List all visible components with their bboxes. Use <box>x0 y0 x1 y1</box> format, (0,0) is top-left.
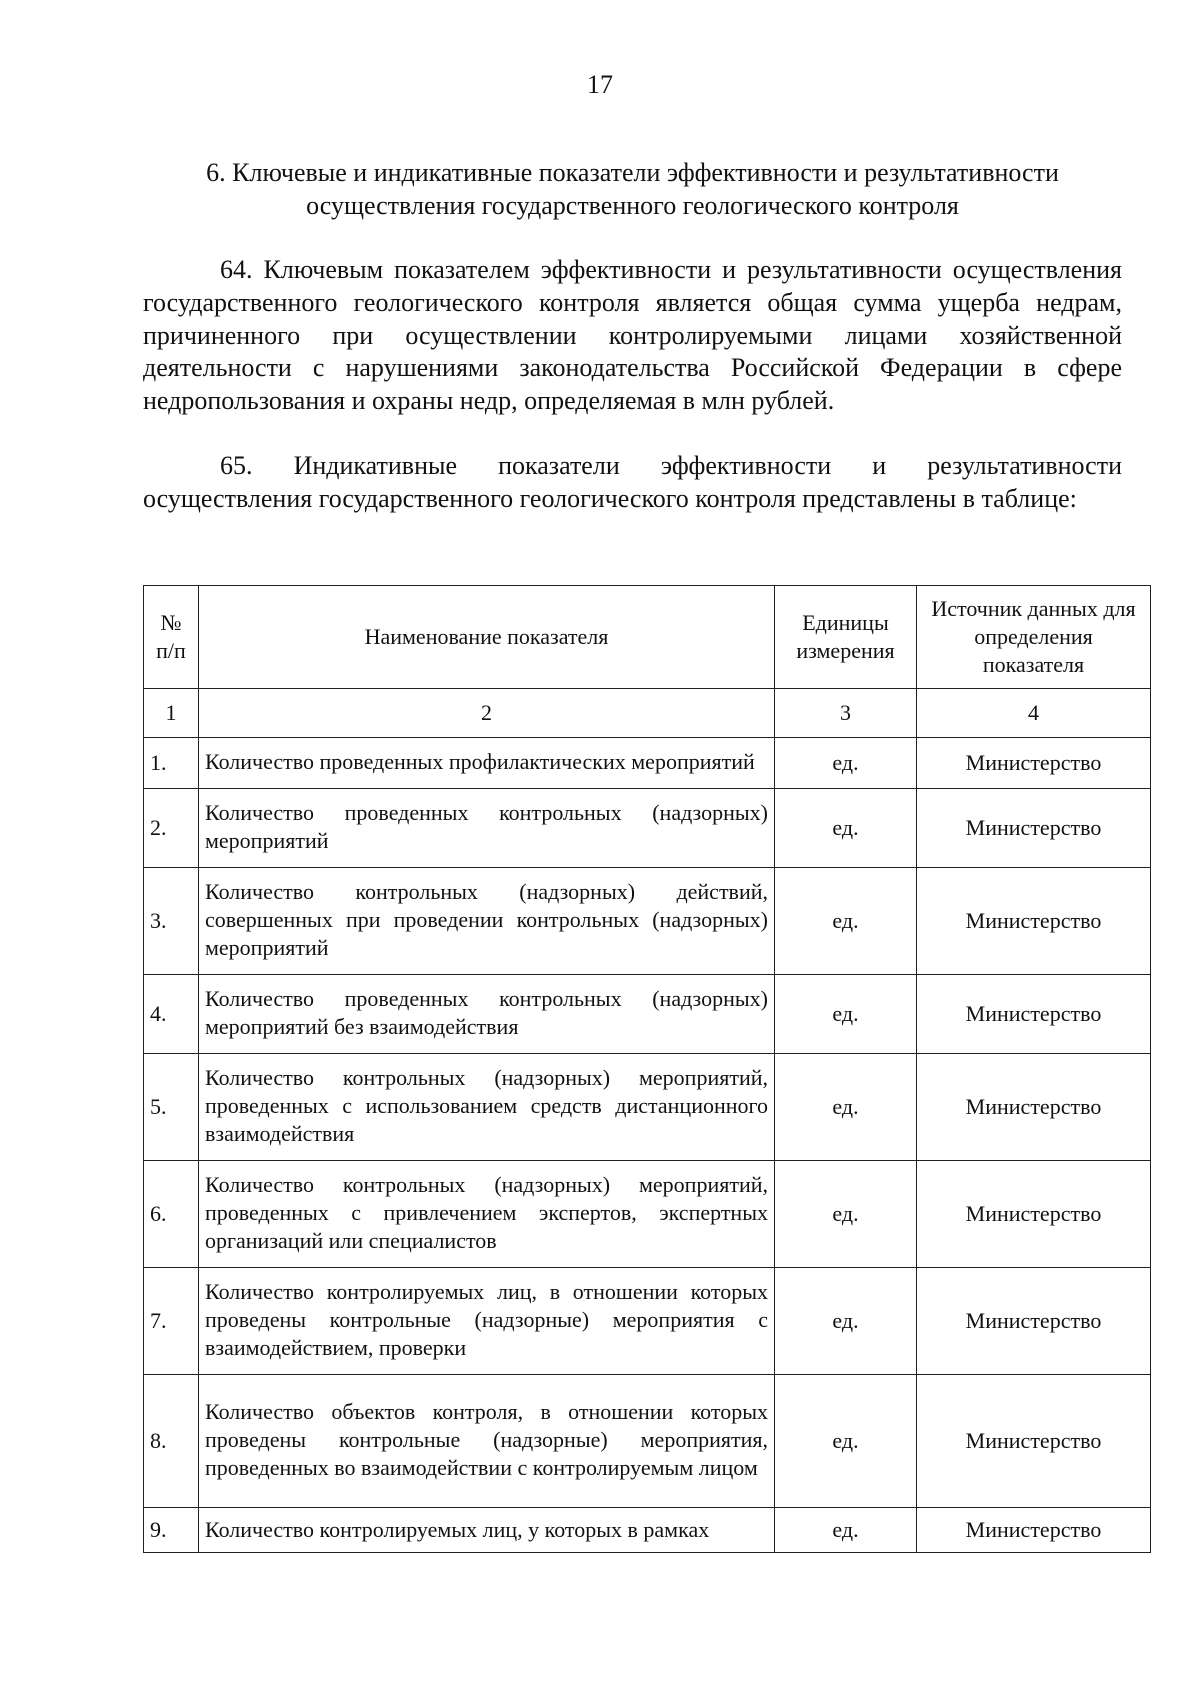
table-row <box>144 1054 1151 1161</box>
row-name: Количество контрольных (надзорных) мероприятий, проведенных с привлечением экспертов, экспертных организаций или специалистов <box>199 1161 775 1268</box>
row-num: 4. <box>144 975 199 1054</box>
row-source: Министерство <box>917 738 1151 789</box>
row-unit: ед. <box>775 975 917 1054</box>
row-source: Министерство <box>917 1508 1151 1553</box>
page-number: 17 <box>587 70 613 99</box>
row-name: Количество проведенных профилактических мероприятий <box>199 738 775 789</box>
column-number-row <box>144 689 1151 738</box>
row-unit: ед. <box>775 1054 917 1161</box>
row-num: 3. <box>144 868 199 975</box>
row-name: Количество проведенных контрольных (надзорных) мероприятий без взаимодействия <box>199 975 775 1054</box>
row-source: Министерство <box>917 1268 1151 1375</box>
paragraph-65: 65. Индикативные показатели эффективности и результативности осуществления государственного геологического контроля представлены в таблице: <box>143 451 1122 513</box>
column-number: 4 <box>917 689 1151 738</box>
column-number: 3 <box>775 689 917 738</box>
row-unit: ед. <box>775 1508 917 1553</box>
section-heading <box>140 156 1125 222</box>
row-unit: ед. <box>775 789 917 868</box>
header-num: № п/п <box>144 586 199 689</box>
row-source: Министерство <box>917 789 1151 868</box>
table-row <box>144 789 1151 868</box>
row-num: 8. <box>144 1375 199 1508</box>
header-name: Наименование показателя <box>199 586 775 689</box>
row-num: 5. <box>144 1054 199 1161</box>
row-unit: ед. <box>775 1268 917 1375</box>
row-num: 2. <box>144 789 199 868</box>
row-source: Министерство <box>917 975 1151 1054</box>
row-unit: ед. <box>775 1161 917 1268</box>
row-unit: ед. <box>775 1375 917 1508</box>
table-row <box>144 1375 1151 1508</box>
row-num: 7. <box>144 1268 199 1375</box>
table-row <box>144 868 1151 975</box>
section-heading-line-1: 6. Ключевые и индикативные показатели эффективности и результативности <box>206 158 1059 187</box>
row-source: Министерство <box>917 868 1151 975</box>
row-name: Количество контролируемых лиц, у которых в рамках <box>199 1508 775 1553</box>
table-row <box>144 738 1151 789</box>
table-header-row <box>144 586 1151 689</box>
table-row <box>144 1161 1151 1268</box>
table-row <box>144 975 1151 1054</box>
column-number: 1 <box>144 689 199 738</box>
row-source: Министерство <box>917 1375 1151 1508</box>
table-row <box>144 1508 1151 1553</box>
table-row <box>144 1268 1151 1375</box>
row-unit: ед. <box>775 868 917 975</box>
paragraph-64: 64. Ключевым показателем эффективности и результативности осуществления государственного геологического контроля является общая сумма ущерба недрам, причиненного при осуществлении контролируемыми лицами хозяйственной деятельности с нарушениями законодательства Российской Федерации в сфере недропользования и охраны недр, определяемая в млн рублей. <box>143 255 1122 416</box>
row-name: Количество проведенных контрольных (надзорных) мероприятий <box>199 789 775 868</box>
row-num: 9. <box>144 1508 199 1553</box>
row-name: Количество контрольных (надзорных) мероприятий, проведенных с использованием средств дистанционного взаимодействия <box>199 1054 775 1161</box>
header-source: Источник данных для определения показателя <box>917 586 1151 689</box>
row-unit: ед. <box>775 738 917 789</box>
section-heading-line-2: осуществления государственного геологического контроля <box>306 191 959 220</box>
row-num: 6. <box>144 1161 199 1268</box>
row-name: Количество объектов контроля, в отношении которых проведены контрольные (надзорные) мероприятия, проведенных во взаимодействии с контролируемым лицом <box>199 1375 775 1508</box>
row-source: Министерство <box>917 1161 1151 1268</box>
column-number: 2 <box>199 689 775 738</box>
row-source: Министерство <box>917 1054 1151 1161</box>
row-name: Количество контролируемых лиц, в отношении которых проведены контрольные (надзорные) мероприятия с взаимодействием, проверки <box>199 1268 775 1375</box>
header-unit: Единицы измерения <box>775 586 917 689</box>
row-name: Количество контрольных (надзорных) действий, совершенных при проведении контрольных (надзорных) мероприятий <box>199 868 775 975</box>
row-num: 1. <box>144 738 199 789</box>
indicators-table <box>143 585 1151 1553</box>
